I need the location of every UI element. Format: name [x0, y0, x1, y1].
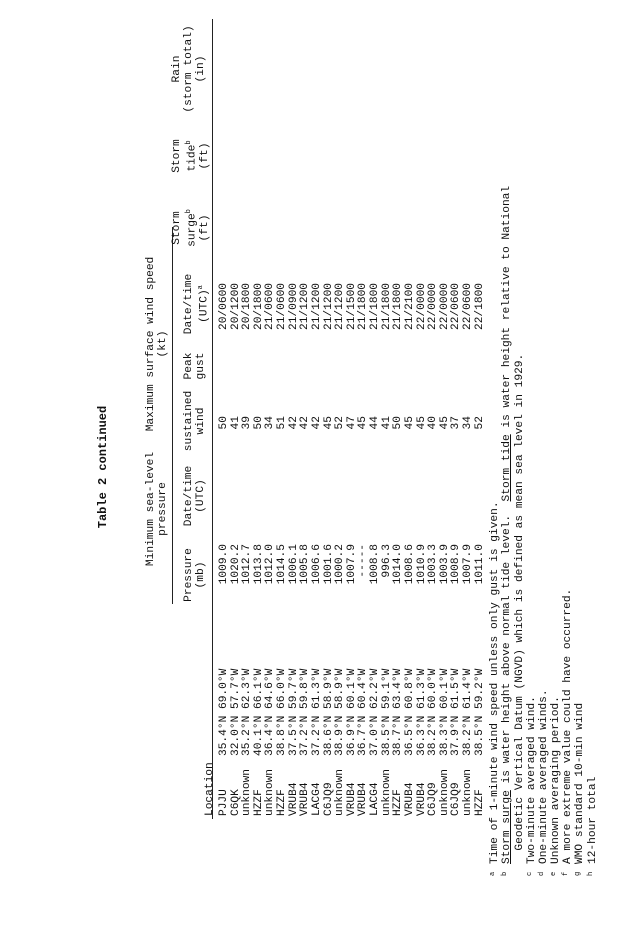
footnote-text: Time of 1-minute wind speed unless only gust is given.	[489, 501, 501, 864]
col-header-tide: Storm tide$^b$ (ft)	[171, 139, 211, 173]
group-rule-wind	[172, 227, 173, 459]
cell-sustained: 52	[473, 416, 486, 430]
cell-station-id: HZZF	[252, 789, 265, 816]
cell-location: 38.7°N 63.4°W	[392, 668, 405, 756]
cell-location: 37.2°N 61.3°W	[310, 668, 323, 756]
cell-location: 37.2°N 59.8°W	[299, 668, 312, 756]
cell-location: 38.9°N 58.9°W	[334, 668, 347, 756]
cell-sustained: 45	[438, 416, 451, 430]
cell-location: 37.0°N 62.2°W	[369, 668, 382, 756]
cell-sustained: 34	[264, 416, 277, 430]
cell-station-id: VRUB4	[415, 782, 428, 816]
cell-pressure: 1009.0	[218, 544, 230, 585]
cell-pressure: -----	[357, 544, 370, 578]
cell-wind-datetime: 22/1800	[473, 283, 486, 330]
cell-wind-datetime: 21/1800	[357, 283, 370, 330]
col-header-peak: Peak gust	[183, 352, 207, 380]
cell-wind-datetime: 20/1200	[229, 283, 242, 330]
group-header-wind: Maximum surface wind speed (kt)	[145, 256, 169, 432]
cell-station-id: HZZF	[473, 789, 486, 816]
footnote-term: Storm tide	[501, 434, 514, 502]
cell-station-id: VRUB4	[299, 782, 312, 816]
cell-station-id: PJJU	[218, 789, 230, 816]
cell-pressure: 1003.3	[427, 544, 440, 585]
cell-location: 35.2°N 62.3°W	[241, 668, 254, 756]
footnote-text: is water height above normal tide level.	[501, 501, 514, 791]
header-rule	[212, 19, 213, 819]
cell-wind-datetime: 21/2100	[403, 283, 416, 330]
cell-station-id: unknown	[264, 769, 277, 816]
footnote-text: 12-hour total	[586, 776, 599, 864]
cell-location: 38.6°N 58.9°W	[322, 668, 335, 756]
cell-wind-datetime: 21/1800	[380, 283, 393, 330]
cell-pressure: 1006.1	[287, 544, 300, 585]
cell-pressure: 1008.9	[450, 544, 463, 585]
cell-pressure: 1010.9	[415, 544, 428, 585]
cell-pressure: 1013.8	[252, 544, 265, 585]
cell-sustained: 42	[299, 416, 312, 430]
col-header-sustained: sustained wind	[183, 390, 207, 452]
cell-location: 38.5°N 59.2°W	[473, 668, 486, 756]
col-header-press-datetime: Date/time (UTC)	[183, 465, 207, 527]
cell-location: 38.8°N 66.0°W	[276, 668, 289, 756]
cell-station-id: VRUB4	[403, 782, 416, 816]
cell-station-id: HZZF	[276, 789, 289, 816]
cell-wind-datetime: 21/1200	[299, 283, 312, 330]
col-header-surge: Storm surge$^b$ (ft)	[171, 209, 211, 247]
cell-station-id: VRUB4	[287, 782, 300, 816]
cell-wind-datetime: 21/1800	[392, 283, 405, 330]
col-header-pressure: Pressure (mb)	[183, 548, 207, 602]
cell-sustained: 50	[252, 416, 265, 430]
footnote-text: WMO standard 10-min wind	[574, 702, 587, 864]
footnote-term: Storm surge	[501, 790, 514, 864]
cell-station-id: unknown	[380, 769, 393, 816]
cell-sustained: 45	[357, 416, 370, 430]
cell-station-id: unknown	[462, 769, 475, 816]
cell-sustained: 39	[241, 416, 254, 430]
cell-pressure: 1007.9	[345, 544, 358, 585]
cell-pressure: 1014.0	[392, 544, 405, 585]
cell-location: 36.3°N 61.3°W	[415, 668, 428, 756]
cell-pressure: 1008.6	[403, 544, 416, 585]
footnote-a	[489, 501, 502, 876]
footnote-mark: c	[525, 871, 534, 876]
cell-pressure: 1008.8	[369, 544, 382, 585]
cell-sustained: 45	[415, 416, 428, 430]
footnote-mark: h	[586, 871, 595, 876]
cell-wind-datetime: 21/1200	[310, 283, 323, 330]
cell-wind-datetime: 20/0600	[218, 283, 230, 330]
footnote-text: Unknown averaging period.	[550, 696, 562, 864]
cell-location: 37.5°N 59.7°W	[287, 668, 300, 756]
cell-location: 38.3°N 60.1°W	[438, 668, 451, 756]
cell-location: 36.9°N 60.1°W	[345, 668, 358, 756]
cell-station-id: LACG4	[310, 782, 323, 816]
cell-sustained: 50	[392, 416, 405, 430]
cell-pressure: 1014.5	[276, 544, 289, 585]
cell-pressure: 1020.2	[229, 544, 242, 585]
cell-station-id: C6QK	[229, 789, 242, 816]
cell-pressure: 1005.8	[299, 544, 312, 585]
cell-wind-datetime: 22/0600	[462, 283, 475, 330]
cell-pressure: 1011.0	[473, 544, 486, 585]
table-title: Table 2 continued	[96, 405, 110, 529]
cell-pressure: 1003.9	[438, 544, 451, 585]
cell-sustained: 45	[322, 416, 335, 430]
cell-wind-datetime: 22/0000	[415, 283, 428, 330]
cell-wind-datetime: 21/0600	[264, 283, 277, 330]
cell-station-id: C6JQ9	[322, 782, 335, 816]
footnote-text: One-minute averaged winds.	[537, 689, 550, 864]
cell-station-id: HZZF	[392, 789, 405, 816]
cell-location: 36.4°N 64.6°W	[264, 668, 277, 756]
cell-sustained: 40	[427, 416, 440, 430]
cell-sustained: 34	[462, 416, 475, 430]
cell-wind-datetime: 20/1800	[252, 283, 265, 330]
cell-sustained: 37	[450, 416, 463, 430]
footnote-f	[562, 588, 575, 876]
cell-location: 36.7°N 60.4°W	[357, 668, 370, 756]
cell-station-id: VRUB4	[345, 782, 358, 816]
cell-location: 38.2°N 61.4°W	[462, 668, 475, 756]
cell-sustained: 50	[218, 416, 230, 430]
cell-station-id: unknown	[334, 769, 347, 816]
footnote-mark: d	[537, 871, 546, 876]
cell-sustained: 42	[310, 416, 323, 430]
col-header-location: Location	[204, 762, 216, 816]
cell-pressure: 1012.7	[241, 544, 254, 585]
footnote-h	[586, 776, 600, 876]
cell-wind-datetime: 21/1200	[334, 283, 347, 330]
cell-sustained: 41	[229, 416, 242, 430]
cell-location: 35.4°N 69.0°W	[218, 668, 230, 756]
footnote-e	[550, 696, 563, 876]
cell-location: 36.5°N 60.8°W	[403, 668, 416, 756]
cell-pressure: 1006.6	[310, 544, 323, 585]
cell-station-id: C6JQ9	[450, 782, 463, 816]
footnote-c	[525, 696, 539, 876]
cell-sustained: 47	[345, 416, 358, 430]
footnote-text-continued: Geodetic Vertical Datum (NGVD) which is defined as mean sea level in 1929.	[514, 353, 527, 864]
cell-pressure: 1001.6	[322, 544, 335, 585]
cell-pressure: 1012.0	[264, 544, 277, 585]
cell-wind-datetime: 21/0600	[276, 283, 289, 330]
footnote-g	[574, 702, 587, 876]
cell-wind-datetime: 21/1800	[369, 283, 382, 330]
cell-location: 32.0°N 57.7°W	[229, 668, 242, 756]
cell-wind-datetime: 20/1800	[241, 283, 254, 330]
cell-sustained: 44	[369, 416, 382, 430]
cell-station-id: LACG4	[369, 782, 382, 816]
cell-pressure: 996.3	[380, 544, 393, 578]
cell-sustained: 45	[403, 416, 416, 430]
cell-station-id: VRUB4	[357, 782, 370, 816]
cell-wind-datetime: 21/0900	[287, 283, 300, 330]
footnote-mark: b	[501, 871, 510, 876]
footnote-b	[501, 185, 527, 876]
cell-sustained: 51	[276, 416, 289, 430]
footnote-text: Two-minute averaged wind.	[525, 696, 538, 864]
col-header-wind-datetime: Date/time (UTC)$^a$	[183, 273, 211, 335]
footnote-text: is water height relative to National	[501, 185, 514, 435]
cell-pressure: 1007.9	[462, 544, 475, 585]
cell-sustained: 42	[287, 416, 300, 430]
footnote-mark: a	[489, 871, 497, 876]
cell-sustained: 52	[334, 416, 347, 430]
cell-location: 38.5°N 59.1°W	[380, 668, 393, 756]
cell-wind-datetime: 22/0000	[427, 283, 440, 330]
cell-wind-datetime: 21/1200	[322, 283, 335, 330]
cell-wind-datetime: 22/0000	[438, 283, 451, 330]
group-header-pressure: Minimum sea-level pressure	[145, 451, 169, 567]
cell-location: 38.2°N 60.0°W	[427, 668, 440, 756]
cell-pressure: 1000.2	[334, 544, 347, 585]
footnote-mark: g	[574, 871, 583, 876]
cell-wind-datetime: 22/0600	[450, 283, 463, 330]
footnote-mark: f	[562, 871, 571, 876]
footnote-d	[537, 689, 551, 876]
cell-station-id: unknown	[241, 769, 254, 816]
footnote-text: A more extreme value could have occurred.	[562, 588, 575, 864]
cell-station-id: unknown	[438, 769, 451, 816]
cell-sustained: 41	[380, 416, 393, 430]
col-header-rain: Rain (storm total) (in)	[171, 25, 207, 113]
footnote-mark: e	[550, 871, 558, 876]
cell-station-id: C6JQ9	[427, 782, 440, 816]
cell-wind-datetime: 21/1500	[345, 283, 358, 330]
cell-location: 37.9°N 61.5°W	[450, 668, 463, 756]
cell-location: 40.1°N 66.1°W	[252, 668, 265, 756]
